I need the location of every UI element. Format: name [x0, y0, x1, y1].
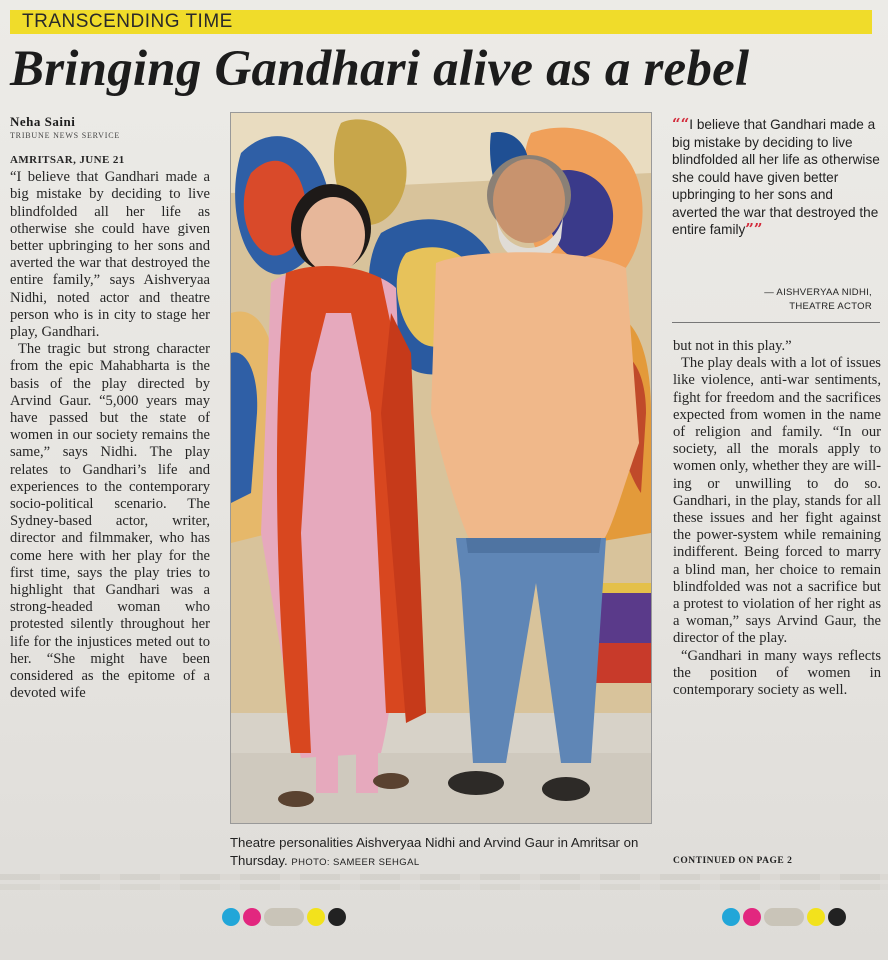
cyan-dot-icon: [222, 908, 240, 926]
yellow-dot-icon: [307, 908, 325, 926]
paragraph: [10, 151, 210, 341]
paragraph: but not in this play.”: [673, 338, 792, 354]
paragraph: The play deals with a lot of issues like violence, anti-war sentiments, fight for freedom and the sacrifices expected from women in the name of religion and family. “In our society, all the morals apply to women only, whether they are willing or unwilling to do so. Gandhari, in the play, stands for all these issues and her fight against the power-system while remaining indifferent. Being forced to marry a blind man, her choice to remain blindfolded was not a sacrifice but a protest to violation of her right as a woman,” says Arvind Gaur, the director of the play.: [673, 355, 881, 647]
pull-quote-attribution: [672, 286, 872, 314]
black-dot-icon: [828, 908, 846, 926]
paragraph-text: “I believe that Gandhari made a big mistake by deciding to live blindfolded all her life as otherwise she could have given better upbringing to her sons and averted the war that destroyed the entire family,” says Aishveryaa Nidhi, noted actor and theatre person who is in city to stage her play, Gandhari.: [10, 169, 210, 341]
attribution-name: — AISHVERYAA NIDHI,: [764, 287, 872, 298]
article-column-1: [10, 151, 210, 703]
section-kicker-band: [10, 10, 872, 34]
byline-author: Neha Saini: [10, 114, 76, 129]
byline-service: TRIBUNE NEWS SERVICE: [10, 131, 121, 140]
yellow-dot-icon: [807, 908, 825, 926]
headline: Bringing Gandhari alive as a rebel: [10, 41, 750, 97]
pull-quote-text: I believe that Gandhari made a big mistake by deciding to live blindfolded all her life as otherwise she could have given better upbringing to her sons and averted the war that destroyed the entire family: [672, 117, 880, 237]
black-dot-icon: [328, 908, 346, 926]
photo-illustration: [231, 113, 651, 823]
section-kicker: TRANSCENDING TIME: [22, 11, 233, 32]
magenta-dot-icon: [243, 908, 261, 926]
dateline: AMRITSAR, JUNE 21: [10, 154, 125, 166]
pull-quote: [672, 116, 880, 239]
close-quote-icon: ””: [745, 220, 763, 238]
cyan-dot-icon: [722, 908, 740, 926]
continued-line: CONTINUED ON PAGE 2: [673, 856, 793, 866]
paragraph: “Gandhari in many ways reflects the position of women in contemporary society as well.: [673, 647, 881, 699]
gray-bar-icon: [764, 908, 804, 926]
divider: [672, 322, 880, 323]
registration-marks-left: [222, 906, 349, 930]
attribution-role: THEATRE ACTOR: [789, 301, 872, 312]
magenta-dot-icon: [743, 908, 761, 926]
article-column-3: [673, 338, 881, 699]
registration-marks-right: [722, 906, 849, 930]
photo-caption: [230, 834, 650, 872]
bleed-through-text: [0, 870, 888, 892]
open-quote-icon: ““: [672, 115, 690, 133]
photo-credit: PHOTO: SAMEER SEHGAL: [291, 857, 420, 868]
byline: [10, 114, 220, 140]
paragraph: The tragic but strong character from the epic Mahabharta is the basis of the play directed by Arvind Gaur. “5,000 years may have passed but the state of women in our society remains the same,” says Nidhi. The play relates to Gandhari’s life and experiences to the contemporary socio-political scenario. The Sydney-based actor, writer, director and filmmaker, who has come here with her play for the first time, says the play tries to highlight that Gandhari was a strong-headed woman who protested silently throughout her life for the injustices meted out to her. “She might have been considered as the epitome of a devoted wife: [10, 341, 210, 702]
article-photo: [230, 112, 652, 824]
gray-bar-icon: [264, 908, 304, 926]
caption-text: Theatre personalities Aishveryaa Nidhi and Arvind Gaur in Amritsar on Thursday.: [230, 835, 639, 868]
